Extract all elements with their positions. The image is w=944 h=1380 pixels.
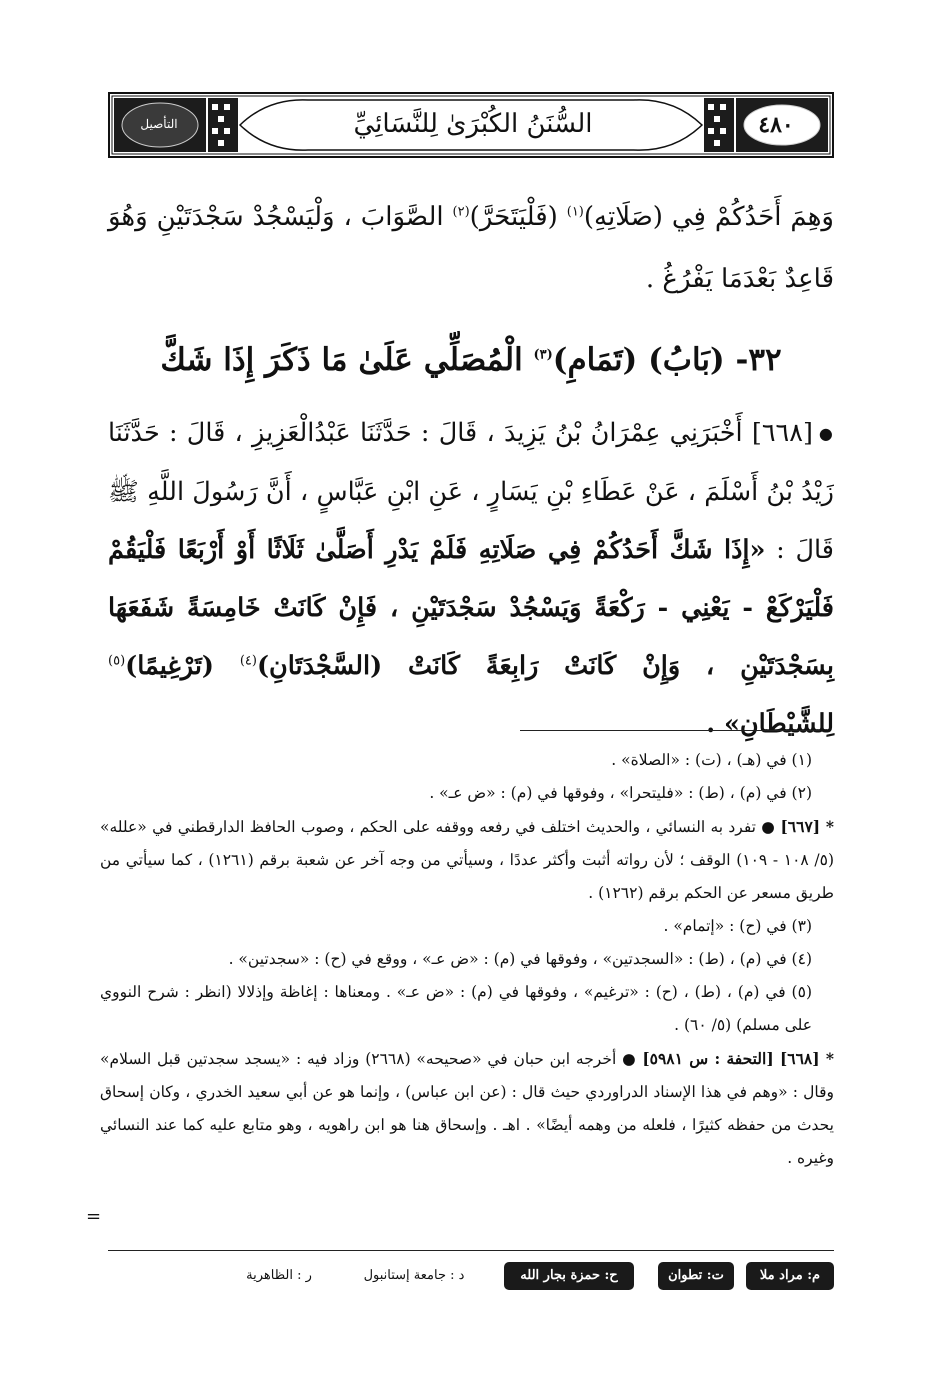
hadith-matn-d: لِلشَّيْطَانِ» . xyxy=(706,709,834,739)
footnote-2: (٢) في (م) ، (ط) : «فليتحرا» ، وفوقها في (م) : «ض عـ» . xyxy=(429,784,812,802)
footnote-divider xyxy=(520,730,820,731)
manuscript-legend xyxy=(108,1262,834,1292)
footnote-3: (٣) في (ح) : «إتمام» . xyxy=(663,917,812,935)
continuation-mark: = xyxy=(86,1206,102,1227)
hadith-matn-c: (تَرْغِيمًا) xyxy=(125,651,240,681)
publisher-logo: التأصيل xyxy=(140,117,178,131)
badge-tetouan: ت: تطوان xyxy=(658,1262,734,1290)
para1-text-b: (فَلْيَتَحَرَّ) xyxy=(469,202,567,232)
hadith-matn: «إِذَا شَكَّ أَحَدُكُمْ فِي صَلَاتِهِ فَلَمْ يَدْرِ أَصَلَّىٰ ثَلَاثًا أَوْ أَرْبَعًا فَلْيَقُمْ فَلْيَرْكَعْ - يَعْنِي - رَكْعَةً وَيَسْجُدْ سَجْدَتَيْنِ ، فَإِنْ كَانَتْ خَامِسَةً شَفَعَهَا بِسَجْدَتَيْنِ ، وَإِنْ كَانَتْ رَابِعَةً كَانَتْ (السَّجْدَتَانِ) xyxy=(108,535,835,681)
bottom-divider xyxy=(108,1250,834,1251)
legend-zahiriyya: ر : الظاهرية xyxy=(246,1268,312,1283)
footnote-4: (٤) في (م) ، (ط) : «السجدتين» ، وفوقها في (م) : «ض عـ» ، ووقع في (ح) : «سجدتين» . xyxy=(228,950,812,968)
book-title: السُّنَنُ الكُبْرَىٰ لِلنَّسَائِيِّ xyxy=(353,109,593,139)
para1-text-a: وَهِمَ أَحَدُكُمْ فِي (صَلَاتِهِ) xyxy=(583,202,834,232)
note-667-label: * [٦٦٧] xyxy=(780,817,834,836)
footnote-ref-4: (٤) xyxy=(239,653,257,669)
badge-hamza-bijar: ح: حمزة بجار الله xyxy=(504,1262,634,1290)
bullet-icon: ● xyxy=(818,424,834,443)
legend-istanbul: د : جامعة إستانبول xyxy=(363,1268,465,1283)
note-668-text: ● أخرجه ابن حبان في «صحيحه» (٢٦٦٨) وزاد فيه : «يسجد سجدتين قبل السلام» وقال : «وهم في هذا الإسناد الدراوردي حيث قال : (عن ابن عباس) ، وإنما هو عن أبي سعيد الخدري ، وكان إسحاق يحدث من حفظه كثيرًا ، فلعله من وهمه أيضًا» . اهـ . وإسحاق هنا هو ابن راهويه ، وهو متابع عليه كما عند النسائي وغيره . xyxy=(100,1050,834,1167)
footnote-ref-1: (١) xyxy=(566,204,584,220)
note-667 xyxy=(100,810,834,910)
chapter-title-a: ٣٢- (بَابُ) (تَمَامِ) xyxy=(552,342,782,378)
footnote-1: (١) في (هـ) ، (ت) : «الصلاة» . xyxy=(611,751,812,769)
note-667-text: ● تفرد به النسائي ، والحديث اختلف في رفعه ووقفه على الحكم ، وصوب الحافظ الدارقطني في «علله» (٥/ ١٠٨ - ١٠٩) الوقف ؛ لأن رواته أثبت وأكثر عددًا ، وسيأتي من وجه آخر عن شعبة برقم (١٢٦١) ، كما سيأتي من طريق مسعر عن الحكم برقم (١٢٦٢) . xyxy=(100,818,835,902)
footnotes-section xyxy=(100,744,834,1175)
para1-text-c: الصَّوَابَ ، وَلْيَسْجُدْ سَجْدَتَيْنِ وَهُوَ قَاعِدٌ بَعْدَمَا يَفْرُغُ . xyxy=(108,202,834,294)
footnote-ref-5: (٥) xyxy=(108,653,126,669)
continuation-paragraph xyxy=(108,186,834,310)
note-668 xyxy=(100,1042,834,1175)
footnote-ref-3: (٣) xyxy=(533,347,553,363)
chapter-title-b: الْمُصَلِّي عَلَىٰ مَا ذَكَرَ إِذَا شَكَّ xyxy=(160,342,534,378)
page-header xyxy=(108,92,834,158)
note-668-label: * [٦٦٨] [التحفة : س ٥٩٨١] xyxy=(642,1049,834,1068)
footnote-5: (٥) في (م) ، (ط) ، (ح) : «ترغيم» ، وفوقها في (م) : «ض عـ» . ومعناها : إغاظة وإذلالا (انظر : شرح النووي على مسلم) (٥/ ٦٠) . xyxy=(100,983,812,1034)
badge-murad-molla: م: مراد ملا xyxy=(746,1262,834,1290)
footnote-ref-2: (٢) xyxy=(452,204,470,220)
hadith-668 xyxy=(108,404,834,753)
chapter-heading xyxy=(108,330,834,390)
hadith-isnad: [٦٦٨] أَخْبَرَنِي عِمْرَانُ بْنُ يَزِيدَ ، قَالَ : حَدَّثَنَا عَبْدُالْعَزِيزِ ، قَالَ : حَدَّثَنَا زَيْدُ بْنُ أَسْلَمَ ، عَنْ عَطَاءِ بْنِ يَسَارٍ ، عَنِ ابْنِ عَبَّاسٍ ، أَنَّ رَسُولَ اللَّهِ ﷺ قَالَ : xyxy=(108,418,834,565)
page-number: ٤٨٠ xyxy=(758,112,794,138)
